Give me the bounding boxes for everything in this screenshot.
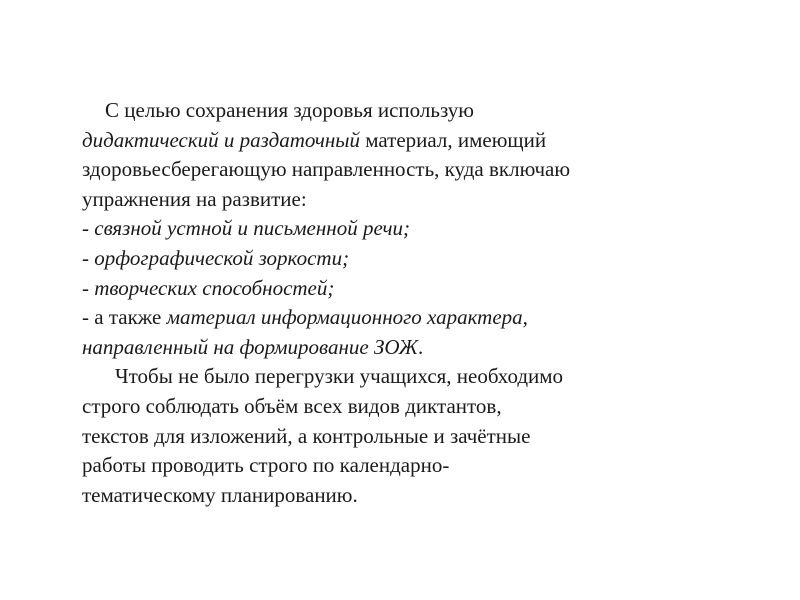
paragraph2-line4 <box>82 451 742 481</box>
paragraph2-line2 <box>82 392 742 422</box>
paragraph2-line4-text: работы проводить строго по календарно- <box>82 453 450 478</box>
paragraph1-line4-text: упражнения на развитие: <box>82 186 307 211</box>
paragraph1-line1 <box>82 96 742 126</box>
list-item-info-period: . <box>417 334 424 359</box>
list-item-info-cont-text: направленный на формирование ЗОЖ <box>82 334 418 359</box>
paragraph2-line3 <box>82 422 742 452</box>
list-item-creative <box>82 274 742 304</box>
paragraph1-line4 <box>82 185 742 215</box>
list-item-info-prefix: - а также <box>82 305 167 330</box>
didactic-italic-text: дидактический и раздаточный <box>82 127 360 152</box>
list-dash: - <box>82 245 95 270</box>
paragraph2-line5 <box>82 481 742 511</box>
list-item-speech <box>82 214 742 244</box>
slide-text <box>82 96 742 510</box>
paragraph1-line3-text: здоровьесберегающую направленность, куда включаю <box>82 157 571 182</box>
list-dash: - <box>82 216 95 241</box>
list-item-info <box>82 303 742 333</box>
list-dash: - <box>82 275 95 300</box>
list-item-spelling <box>82 244 742 274</box>
paragraph1-line2 <box>82 126 742 156</box>
paragraph1-line3 <box>82 155 742 185</box>
list-item-info-text: материал информационного характера, <box>166 305 528 330</box>
list-item-creative-text: творческих способностей; <box>94 275 335 300</box>
paragraph2-line1-text: Чтобы не было перегрузки учащихся, необходимо <box>115 364 564 389</box>
list-item-spelling-text: орфографической зоркости; <box>94 245 350 270</box>
list-item-speech-text: связной устной и письменной речи; <box>94 216 410 241</box>
list-item-info-continued <box>82 333 742 363</box>
paragraph2-line5-text: тематическому планированию. <box>82 482 358 507</box>
paragraph2-line3-text: текстов для изложений, а контрольные и зачётные <box>82 423 531 448</box>
paragraph2-line2-text: строго соблюдать объём всех видов диктантов, <box>82 393 502 418</box>
paragraph2-line1 <box>82 362 742 392</box>
paragraph1-lead: С целью сохранения здоровья использую <box>105 98 474 122</box>
didactic-rest-text: материал, имеющий <box>359 127 547 152</box>
